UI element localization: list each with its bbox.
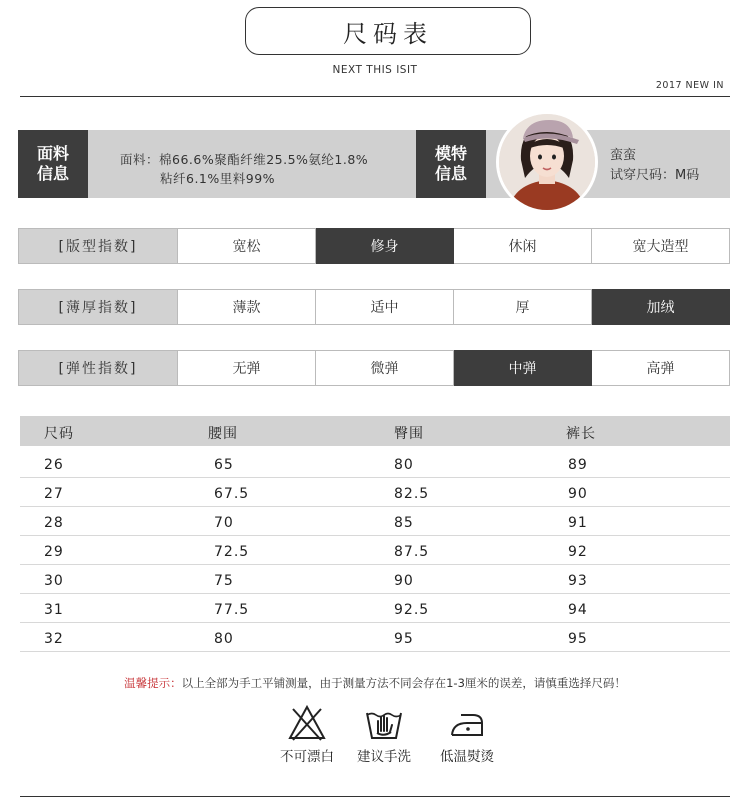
model-portrait-icon [499,114,595,210]
cell-hip: 95 [394,631,414,647]
cell-hip: 82.5 [394,486,430,502]
elasticity-option-slight: 微弹 [316,350,454,386]
cell-length: 90 [568,486,588,502]
tip-text: 以上全部为手工平铺测量，由于测量方法不同会存在1-3厘米的误差，请慎重选择尺码！ [181,676,626,690]
cell-length: 93 [568,573,588,589]
cell-waist: 72.5 [214,544,250,560]
cell-size: 28 [44,515,64,531]
care-label-hand-wash: 建议手洗 [357,749,411,765]
header-length: 裤长 [566,426,596,442]
thickness-option-medium: 适中 [316,289,454,325]
bottom-divider [20,796,730,797]
model-info-label: 模特 信息 [416,130,486,198]
page-title [245,7,531,55]
elasticity-option-none: 无弹 [178,350,316,386]
care-label-no-bleach: 不可漂白 [280,749,334,765]
cell-waist: 77.5 [214,602,250,618]
fit-index-row [18,228,730,264]
cell-waist: 80 [214,631,234,647]
cell-size: 29 [44,544,64,560]
row-divider [20,622,730,623]
cell-length: 94 [568,602,588,618]
cell-hip: 85 [394,515,414,531]
cell-hip: 87.5 [394,544,430,560]
cell-length: 89 [568,457,588,473]
title-text: 尺码表 [343,19,433,48]
size-table-header [20,416,730,446]
row-divider [20,651,730,652]
care-tip [0,675,750,691]
cell-hip: 92.5 [394,602,430,618]
hand-wash-icon [364,703,404,743]
cell-size: 31 [44,602,64,618]
subtitle: NEXT THIS ISIT [332,64,418,76]
row-divider [20,564,730,565]
row-divider [20,506,730,507]
cell-length: 95 [568,631,588,647]
cell-waist: 70 [214,515,234,531]
fit-index-label: [版型指数] [18,228,178,264]
cell-size: 32 [44,631,64,647]
cell-waist: 75 [214,573,234,589]
fit-option-loose: 宽松 [178,228,316,264]
thickness-index-row [18,289,730,325]
fit-option-casual: 休闲 [454,228,592,264]
row-divider [20,477,730,478]
thickness-option-thick: 厚 [454,289,592,325]
header-waist: 腰围 [208,426,238,442]
model-avatar [496,111,598,213]
cell-length: 92 [568,544,588,560]
tip-prefix: 温馨提示： [124,676,182,690]
cell-waist: 67.5 [214,486,250,502]
fabric-info-label: 面料 信息 [18,130,88,198]
no-bleach-icon [287,703,327,743]
cell-waist: 65 [214,457,234,473]
fit-option-oversized: 宽大造型 [592,228,730,264]
elasticity-option-medium: 中弹 [454,350,592,386]
model-details [610,146,699,186]
thickness-index-label: [薄厚指数] [18,289,178,325]
top-divider [20,96,730,97]
row-divider [20,535,730,536]
year-tag: 2017 NEW IN [655,80,724,91]
fit-option-slim: 修身 [316,228,454,264]
cell-size: 26 [44,457,64,473]
cell-size: 30 [44,573,64,589]
cell-hip: 80 [394,457,414,473]
elasticity-index-row [18,350,730,386]
row-divider [20,593,730,594]
cell-hip: 90 [394,573,414,589]
thickness-option-thin: 薄款 [178,289,316,325]
thickness-option-fleece: 加绒 [592,289,730,325]
header-size: 尺码 [44,426,74,442]
low-iron-icon [447,703,487,743]
cell-size: 27 [44,486,64,502]
header-hip: 臀围 [394,426,424,442]
model-size: 试穿尺码：M码 [610,168,700,183]
elasticity-option-high: 高弹 [592,350,730,386]
model-name: 蛮蛮 [610,148,637,163]
care-label-low-iron: 低温熨烫 [440,749,494,765]
fabric-composition: 面料：棉66.6%聚酯纤维25.5%氨纶1.8% 粘纤6.1%里料99% [120,152,369,186]
elasticity-index-label: [弹性指数] [18,350,178,386]
cell-length: 91 [568,515,588,531]
